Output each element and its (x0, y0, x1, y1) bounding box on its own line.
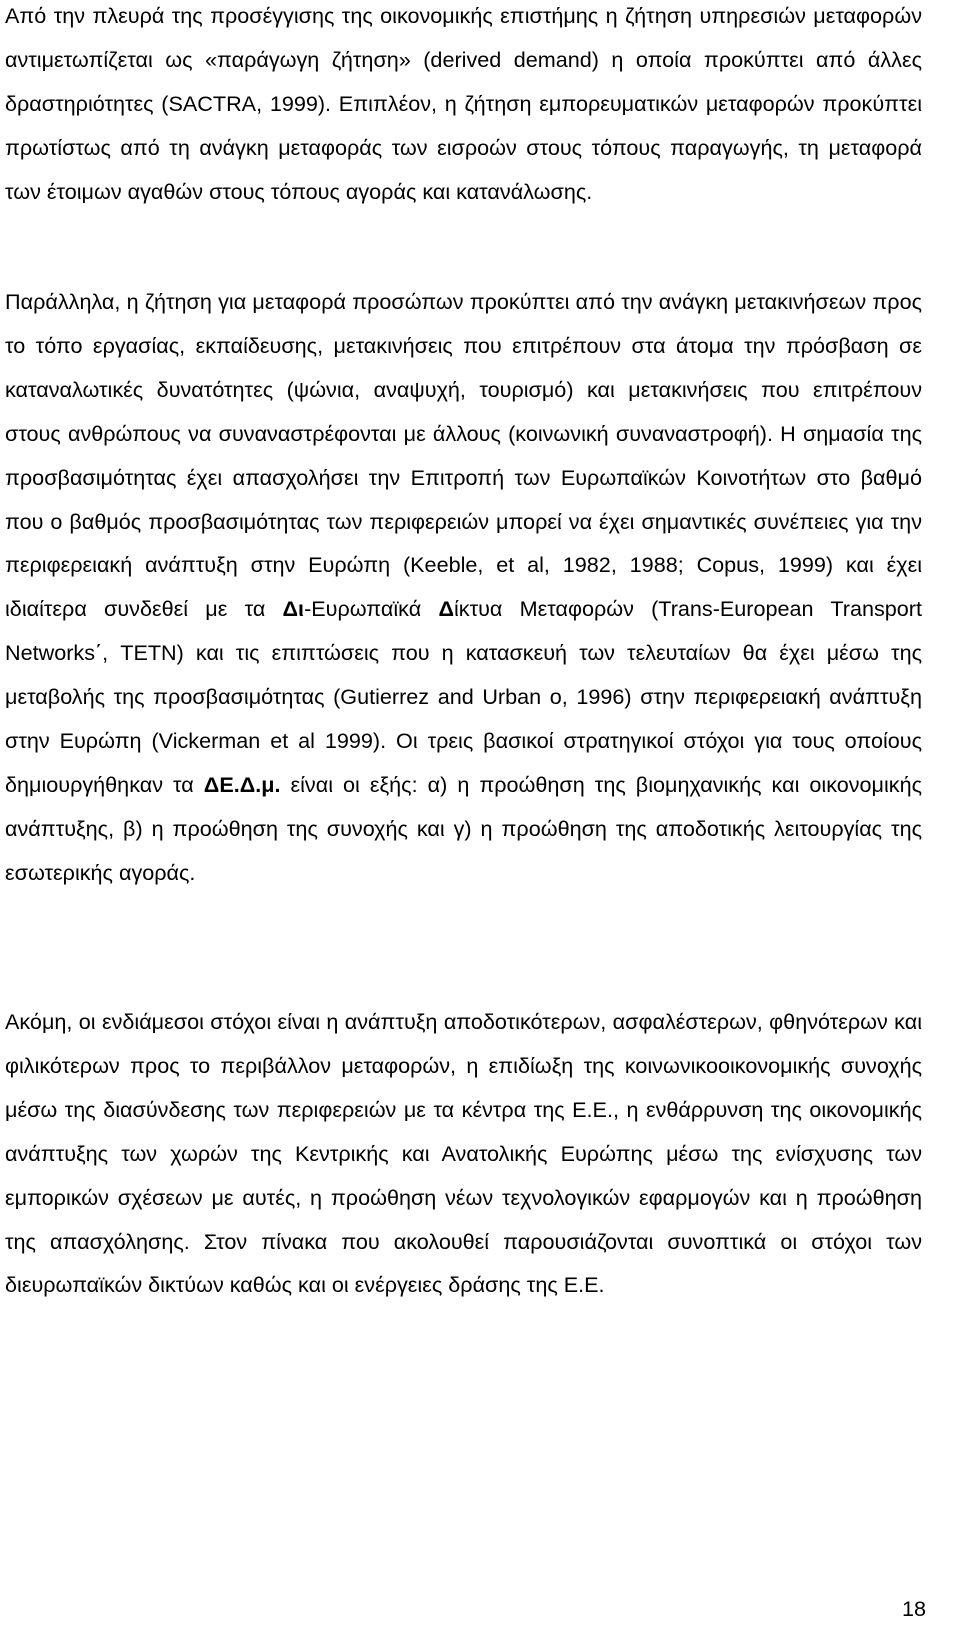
paragraph-2-text-c: ίκτυα Μεταφορών (Trans-European Transport Networks΄, TETN) και τις επιπτώσεις που η κατασκευή των τελευταίων θα έχει μέσω της μεταβολής της προσβασιμότητας (Gutierrez and Urban o, 1996) στην περιφερειακή ανάπτυξη στην Ευρώπη (Vickerman et al 1999). Οι τρεις βασικοί στρατηγικοί στόχοι για τους οποίους δημιουργήθηκαν τα (5, 596, 922, 797)
paragraph-2-text-b: -Ευρωπαϊκά (304, 596, 439, 622)
page-number: 18 (901, 1596, 926, 1621)
paragraph-2-text-a: Παράλληλα, η ζήτηση για μεταφορά προσώπων προκύπτει από την ανάγκη μετακινήσεων προς το τόπο εργασίας, εκπαίδευσης, μετακινήσεις που επιτρέπουν στα άτομα την πρόσβαση σε καταναλωτικές δυνατότητες (ψώνια, αναψυχή, τουρισμό) και μετακινήσεις που επιτρέπουν στους ανθρώπους να συναναστρέφονται με άλλους (κοινωνική συναναστροφή). Η σημασία της προσβασιμότητας έχει απασχολήσει την Επιτροπή των Ευρωπαϊκών Κοινοτήτων στο βαθμό που ο βαθμός προσβασιμότητας των περιφερειών μπορεί να έχει σημαντικές συνέπειες για την περιφερειακή ανάπτυξη στην Ευρώπη (Keeble, et al, 1982, 1988; Copus, 1999) και έχει ιδιαίτερα συνδεθεί με τα (5, 289, 922, 622)
paragraph-2-text-d: είναι οι εξής: α) η προώθηση της βιομηχανικής και οικονομικής ανάπτυξης, β) η προώθηση της συνοχής και γ) η προώθηση της αποδοτικής λειτουργίας της εσωτερικής αγοράς. (5, 771, 923, 885)
paragraph-2-bold-acronym: ΔΕ.Δ.μ. (203, 771, 281, 797)
paragraph-2 (5, 280, 922, 895)
paragraph-3 (5, 1000, 922, 1307)
paragraph-2-bold-di: Δι (282, 596, 305, 622)
paragraph-1-text: Από την πλευρά της προσέγγισης της οικονομικής επιστήμης η ζήτηση υπηρεσιών μεταφορών αντιμετωπίζεται ως «παράγωγη ζήτηση» (derived demand) η οποία προκύπτει από άλλες δραστηριότητες (SACTRA, 1999). Επιπλέον, η ζήτηση εμπορευματικών μεταφορών προκύπτει πρωτίστως από τη ανάγκη μεταφοράς των εισροών στους τόπους παραγωγής, τη μεταφορά των έτοιμων αγαθών στους τόπους αγοράς και κατανάλωσης. (5, 3, 922, 204)
paragraph-2-bold-delta: Δ (438, 596, 454, 622)
paragraph-1 (5, 0, 922, 214)
paragraph-3-text: Ακόμη, οι ενδιάμεσοι στόχοι είναι η ανάπτυξη αποδοτικότερων, ασφαλέστερων, φθηνότερων και φιλικότερων προς το περιβάλλον μεταφορών, η επιδίωξη της κοινωνικοοικονομικής συνοχής μέσω της διασύνδεσης των περιφερειών με τα κέντρα της Ε.Ε., η ενθάρρυνση της οικονομικής ανάπτυξης των χωρών της Κεντρικής και Ανατολικής Ευρώπης μέσω της ενίσχυσης των εμπορικών σχέσεων με αυτές, η προώθηση νέων τεχνολογικών εφαρμογών και η προώθηση της απασχόλησης. Στον πίνακα που ακολουθεί παρουσιάζονται συνοπτικά οι στόχοι των διευρωπαϊκών δικτύων καθώς και οι ενέργειες δράσης της Ε.Ε. (5, 1009, 922, 1298)
